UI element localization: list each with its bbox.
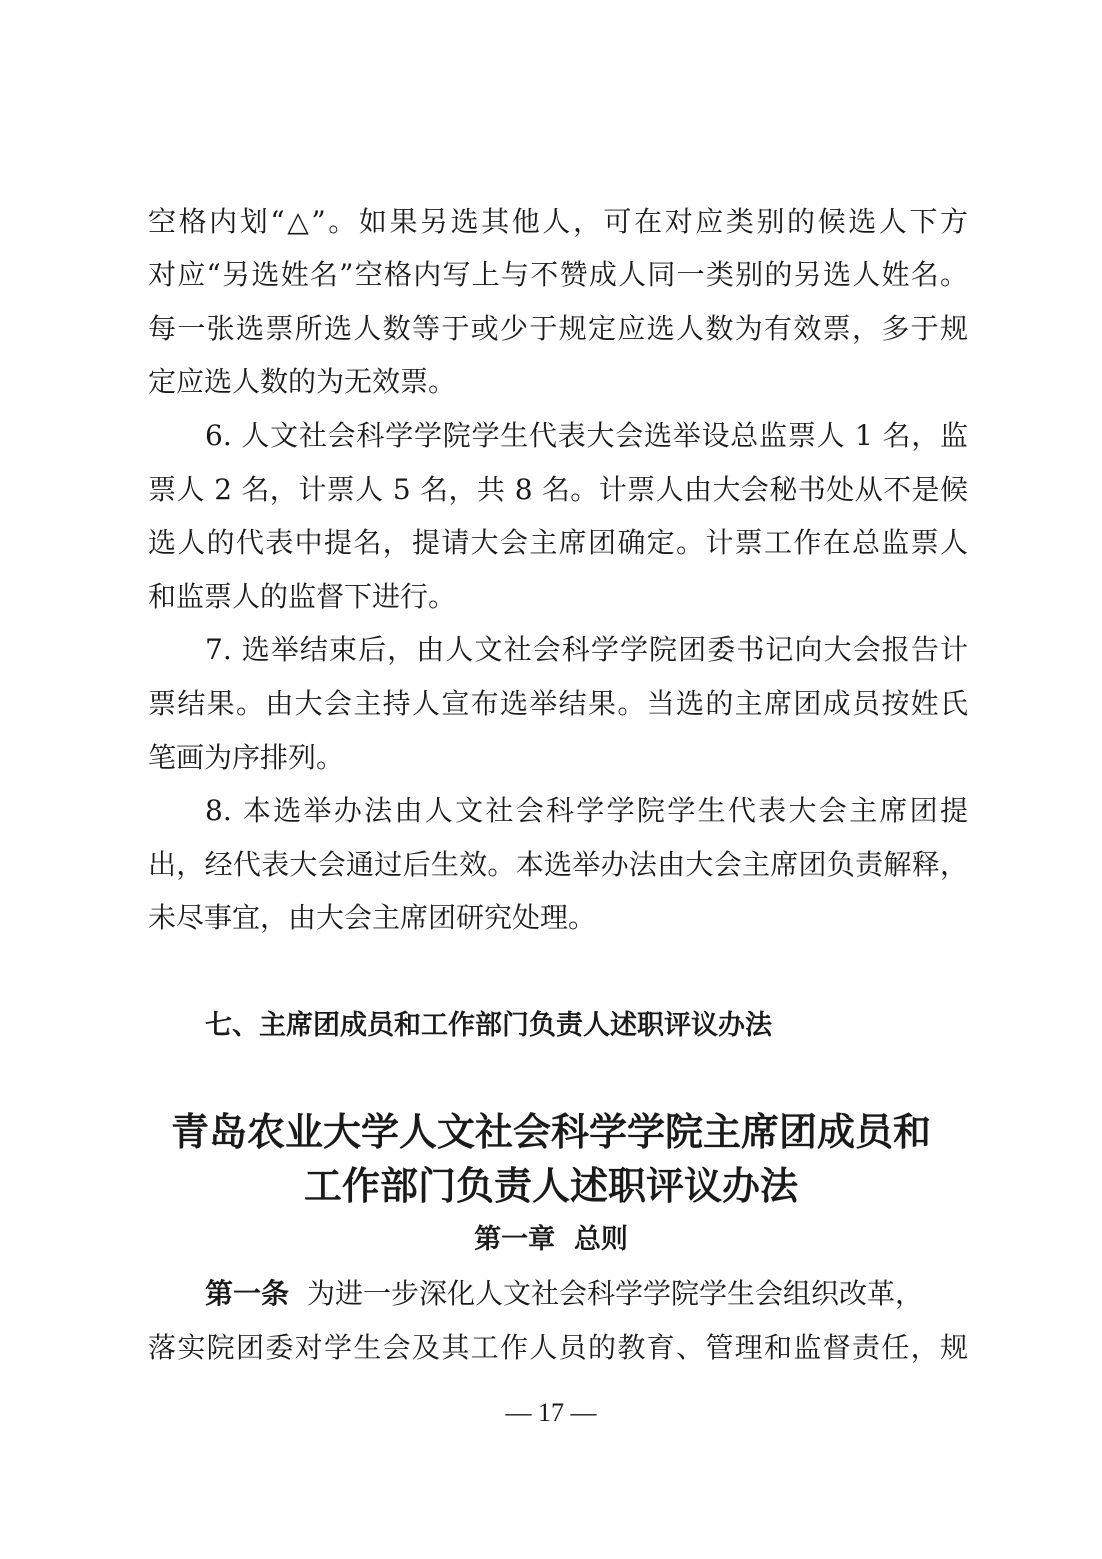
article-first-line [205, 1276, 968, 1312]
paragraph-line: 8. 本选举办法由人文社会科学学院学生代表大会主席团提 [205, 794, 968, 827]
chapter-title: 第一章 总则 [474, 1224, 628, 1255]
paragraph-line: 6. 人文社会科学学院学生代表大会选举设总监票人 1 名，监 [205, 419, 968, 452]
paragraph-line: 票人 2 名，计票人 5 名，共 8 名。计票人由大会秘书处从不是候 [148, 473, 968, 506]
article-text: 为进一步深化人文社会科学学院学生会组织改革， [307, 1277, 924, 1310]
paragraph-line: 7. 选举结束后，由人文社会科学学院团委书记向大会报告计 [205, 633, 968, 666]
paragraph-line: 定应选人数的为无效票。 [148, 365, 457, 398]
paragraph-line: 笔画为序排列。 [148, 741, 345, 774]
page-number: — 17 — [505, 1398, 597, 1427]
paragraph-line: 票结果。由大会主持人宣布选举结果。当选的主席团成员按姓氏 [148, 687, 968, 720]
paragraph-line: 未尽事宜，由大会主席团研究处理。 [148, 901, 597, 934]
paragraph-line: 选人的代表中提名，提请大会主席团确定。计票工作在总监票人 [148, 526, 968, 559]
article-label: 第一条 [205, 1277, 290, 1310]
document-title-line-1: 青岛农业大学人文社会科学学院主席团成员和 [170, 1110, 931, 1154]
document-title-line-2: 工作部门负责人述职评议办法 [303, 1164, 798, 1208]
paragraph-line: 每一张选票所选人数等于或少于规定应选人数为有效票，多于规 [148, 312, 968, 345]
section-heading: 七、主席团成员和工作部门负责人述职评议办法 [205, 1010, 772, 1041]
paragraph-line: 落实院团委对学生会及其工作人员的教育、管理和监督责任，规 [148, 1331, 968, 1364]
paragraph-line: 出，经代表大会通过后生效。本选举办法由大会主席团负责解释， [148, 848, 968, 881]
paragraph-line: 对应“另选姓名”空格内写上与不赞成人同一类别的另选人姓名。 [148, 258, 968, 291]
paragraph-line: 空格内划“△”。如果另选其他人，可在对应类别的候选人下方 [148, 205, 968, 238]
paragraph-line: 和监票人的监督下进行。 [148, 580, 457, 613]
